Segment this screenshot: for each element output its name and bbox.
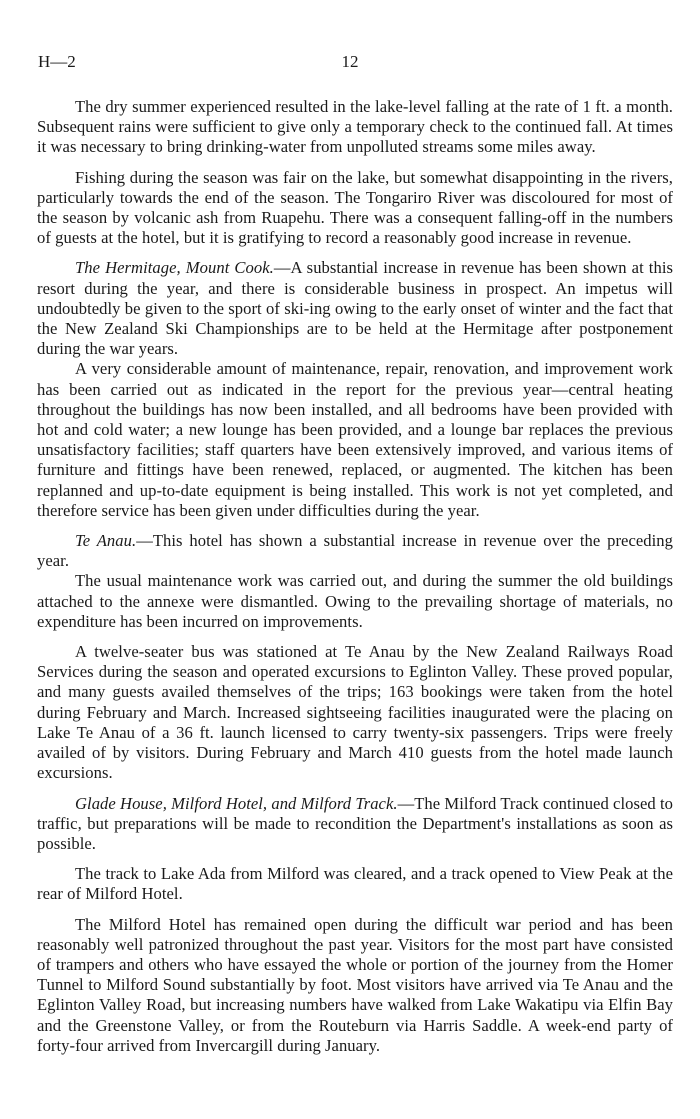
paragraph-text: The dry summer experienced resulted in the lake-level falling at the rate of 1 ft. a month. Subsequent rains were sufficient to give only a temporary check to the continued fall. At times it was necessary to bring drinking-water from unpolluted streams some miles away. xyxy=(37,97,673,157)
section-heading: The Hermitage, Mount Cook. xyxy=(75,258,274,278)
body-text xyxy=(37,97,673,1056)
paragraph-text: A very considerable amount of maintenance, repair, renovation, and improvement work has been carried out as indicated in the report for the previous year—central heating throughout the buildings has now been installed, and all bedrooms have been provided with hot and cold water; a new lounge has been provided, and a lounge bar replaces the previous unsatisfactory facilities; staff quarters have been extensively improved, and various items of furniture and fittings have been renewed, replaced, or augmented. The kitchen has been replanned and up-to-date equipment is being installed. This work is not yet completed, and therefore service has been given under difficulties during the year. xyxy=(37,359,673,520)
paragraph xyxy=(37,915,673,1056)
paragraph xyxy=(37,571,673,632)
paragraph-text: The track to Lake Ada from Milford was cleared, and a track opened to View Peak at the rear of Milford Hotel. xyxy=(37,864,673,904)
paragraph xyxy=(37,794,673,855)
section-heading: Glade House, Milford Hotel, and Milford Track. xyxy=(75,793,398,813)
paragraph-text: —This hotel has shown a substantial increase in revenue over the preceding year. xyxy=(37,531,673,571)
paragraph-text: Fishing during the season was fair on the lake, but somewhat disappointing in the rivers, particularly towards the end of the season. The Tongariro River was discoloured for most of the season by volcanic ash from Ruapehu. There was a consequent falling-off in the numbers of guests at the hotel, but it is gratifying to record a reasonably good increase in revenue. xyxy=(37,167,673,248)
paragraph xyxy=(37,864,673,904)
page-header xyxy=(38,52,662,76)
paragraph-text: A twelve-seater bus was stationed at Te Anau by the New Zealand Railways Road Services during the season and operated excursions to Eglinton Valley. These proved popular, and many guests availed themselves of the trips; 163 bookings were taken from the hotel during February and March. Increased sightseeing facilities inaugurated were the placing on Lake Te Anau of a 36 ft. launch licensed to carry twenty-six passengers. Trips were freely availed of by visitors. During February and March 410 guests from the hotel made launch excursions. xyxy=(37,642,673,783)
paragraph-text: —The Milford Track continued closed to traffic, but preparations will be made to recondition the Department's installations as soon as possible. xyxy=(37,793,673,853)
paragraph-text: The Milford Hotel has remained open during the difficult war period and has been reasonably well patronized throughout the past year. Visitors for the most part have consisted of trampers and others who have essayed the whole or portion of the journey from the Homer Tunnel to Milford Sound substantially by foot. Most visitors have arrived via Te Anau and the Eglinton Valley Road, but increasing numbers have walked from Lake Wakatipu via Elfin Bay and the Greenstone Valley, or from the Routeburn via Harris Saddle. A week-end party of forty-four arrived from Invercargill during January. xyxy=(37,914,673,1055)
paragraph-text: The usual maintenance work was carried out, and during the summer the old buildings attached to the annexe were dismantled. Owing to the prevailing shortage of materials, no expenditure has been incurred on improvements. xyxy=(37,571,673,631)
paragraph xyxy=(37,642,673,783)
paragraph-text: —A substantial increase in revenue has been shown at this resort during the year, and there is considerable business in prospect. An impetus will undoubtedly be given to the sport of ski-ing owing to the early onset of winter and the fact that the New Zealand Ski Championships are to be held at the Hermitage after postponement during the war years. xyxy=(37,258,673,359)
paragraph xyxy=(37,359,673,521)
paragraph xyxy=(37,168,673,249)
paragraph xyxy=(37,258,673,359)
document-reference: H—2 xyxy=(38,52,76,71)
paragraph xyxy=(37,531,673,571)
page-number: 12 xyxy=(341,52,359,71)
paragraph xyxy=(37,97,673,158)
section-heading: Te Anau. xyxy=(75,531,137,551)
